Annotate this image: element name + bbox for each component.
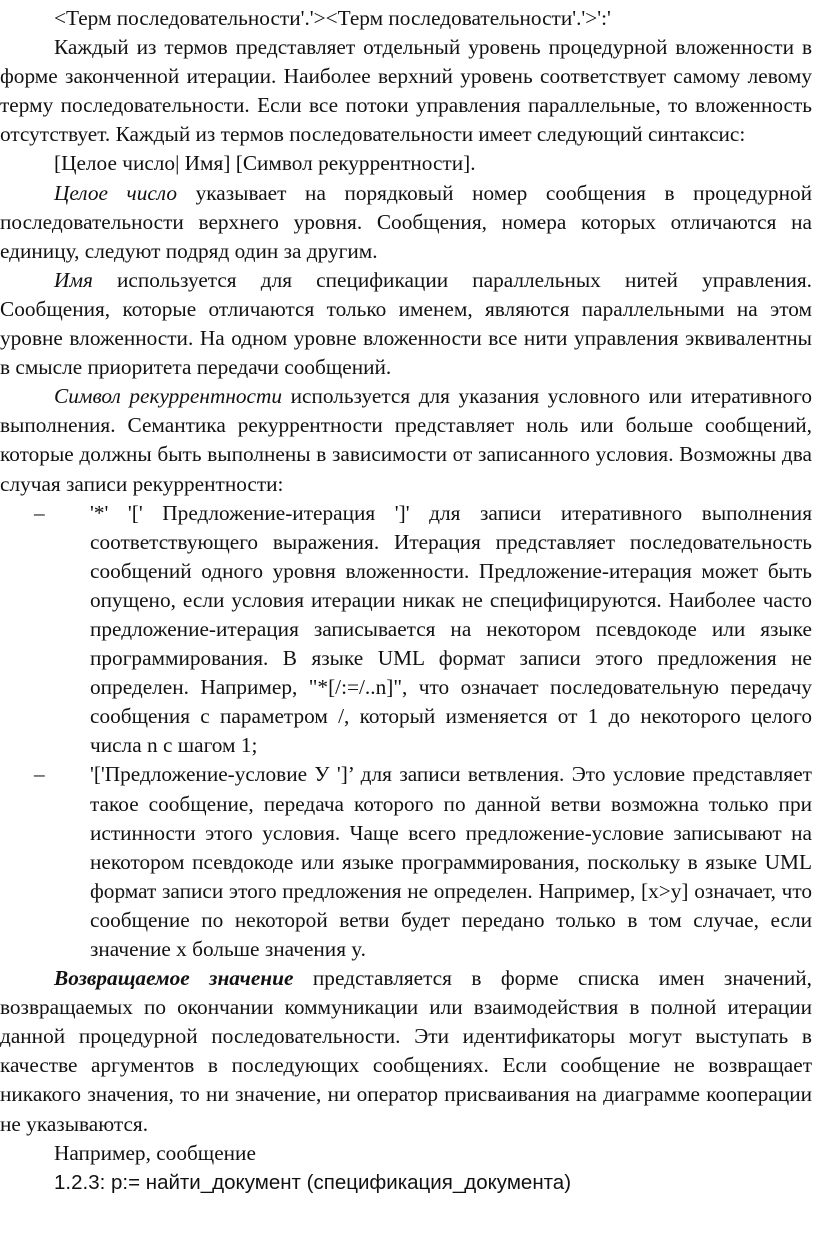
heading-line: <Терм последовательности'.'><Терм последовательности'.'>':' [54,6,611,30]
paragraph-return-text: представляется в форме списка имен значений, возвращаемых по окончании коммуникации или взаимодействия в полной итерации данной процедурной последовательности. Эти идентификаторы могут выступать в качестве аргументов в последующих сообщениях. Если сообщение не возвращает никакого значения, то ни значение, ни оператор присваивания на диаграмме кооперации не указываются. [0,966,812,1136]
paragraph-integer-text: указывает на порядковый номер сообщения в процедурной последовательности верхнего уровня. Сообщения, номера которых отличаются на единицу, следуют подряд один за другим. [0,180,813,263]
paragraph-return-value [0,964,812,1139]
paragraph-recurrence [0,382,812,498]
list-item-text: '*' '[' Предложение-итерация ']' для записи итеративного выполнения соответствующего выражения. Итерация представляет последовательность сообщений одного уровня вложенности. Предложение-итерация может быть опущено, если условия итерации никак не специфицируются. Наиболее часто предложение-итерация записывается на некотором псевдокоде или языке программирования. В языке UML формат записи этого предложения не определен. Например, "*[/:=/..n]", что означает последовательную передачу сообщения с параметром /, который изменяется от 1 до некоторого целого числа n с шагом 1; [90,500,812,758]
term-integer: Целое число [54,180,178,205]
list-item-iteration [34,499,812,761]
paragraph-name-text: используется для спецификации параллельных нитей управления. Сообщения, которые отличаются только именем, являются параллельными на этом уровне вложенности. На одном уровне вложенности все нити управления эквивалентны в смысле приоритета передачи сообщений. [0,267,812,380]
dash-marker: – [34,762,45,787]
term-name: Имя [54,267,93,292]
example-code: 1.2.3: р:= найти_документ (спецификация_документа) [54,1170,572,1194]
syntax-line: [Целое число| Имя] [Символ рекуррентности]. [54,151,476,176]
paragraph-nesting: Каждый из термов представляет отдельный уровень процедурной вложенности в форме законченной итерации. Наиболее верхний уровень соответствует самому левому терму последовательности. Если все потоки управления параллельные, то вложенность отсутствует. Каждый из термов последовательности имеет следующий синтаксис: [0,35,812,147]
paragraph-name [0,266,812,382]
list-item-condition [34,760,812,964]
dash-marker: – [34,500,45,525]
term-return-value: Возвращаемое значение [54,966,294,991]
list-item-text: '['Предложение-условие У ']’ для записи ветвления. Это условие представляет такое сообщение, передача которого по данной ветви возможна только при истинности этого условия. Чаще всего предложение-условие записывают на некотором псевдокоде или языке программирования, поскольку в языке UML формат записи этого предложения не определен. Например, [x>y] означает, что сообщение по некоторой ветви будет передано только в том случае, если значение x больше значения y. [90,762,812,961]
paragraph-integer [0,179,812,266]
paragraph-recurrence-text: используется для указания условного или итеративного выполнения. Семантика рекуррентности представляет ноль или больше сообщений, которые должны быть выполнены в зависимости от записанного условия. Возможны два случая записи рекуррентности: [0,384,812,496]
term-recurrence: Символ рекуррентности [54,384,283,409]
example-intro: Например, сообщение [54,1140,256,1165]
recurrence-cases-list [0,499,812,965]
